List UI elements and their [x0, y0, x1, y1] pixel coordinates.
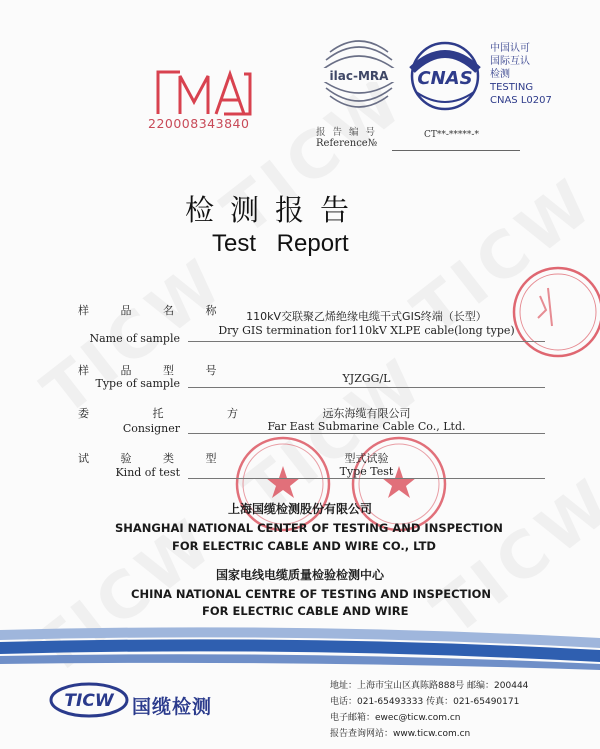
sample-name-label-en: Name of sample: [89, 332, 180, 345]
cnas-en-line: CNAS L0207: [490, 95, 552, 106]
reference-underline: [392, 150, 520, 151]
sample-type-underline: [188, 387, 545, 388]
title-en: Test Report: [212, 230, 349, 257]
centre-name-en: CHINA NATIONAL CENTRE OF TESTING AND INSPECTION: [131, 587, 492, 601]
cma-label: MA: [150, 58, 152, 59]
sample-name-label-cn: 样 品 名 称: [78, 304, 231, 317]
test-kind-label-cn: 试 验 类 型: [78, 452, 231, 465]
consigner-value-cn: 远东海缆有限公司: [322, 407, 411, 420]
reference-label-en: Reference№: [316, 138, 378, 149]
test-kind-underline: [188, 478, 545, 479]
test-kind-value-cn: 型式试验: [344, 452, 389, 465]
title-cn: 检测报告: [185, 193, 366, 227]
reference-value: CT**-*****-*: [424, 130, 479, 140]
sample-name-value-en: Dry GIS termination for110kV XLPE cable(long type): [218, 324, 515, 337]
company-name-cn: 上海国缆检测股份有限公司: [227, 502, 372, 516]
cnas-en-line: TESTING: [490, 82, 534, 93]
consigner-label-en: Consigner: [122, 422, 180, 435]
sample-type-value: YJZGG/L: [342, 372, 391, 385]
footer-phone: 电话：021-65493333 传真：021-65490171: [330, 697, 520, 707]
company-seal-icon: [226, 432, 340, 534]
logo-name-cn: 国缆检测: [132, 696, 213, 718]
ilac-mra-logo-icon: [316, 38, 402, 110]
centre-name-cn: 国家电线电缆质量检验检测中心: [215, 568, 384, 582]
footer-email: 电子邮箱：ewec@ticw.com.cn: [330, 713, 461, 723]
cma-number: 220008343840: [148, 116, 250, 131]
reference-label-cn: 报 告 编 号: [316, 127, 378, 138]
company-name-en: FOR ELECTRIC CABLE AND WIRE CO., LTD: [172, 539, 436, 553]
consigner-value-en: Far East Submarine Cable Co., Ltd.: [267, 420, 466, 433]
sample-name-underline: [188, 341, 545, 342]
ticw-logo-text: TICW: [64, 691, 114, 711]
cnas-cn-line: 检测: [490, 69, 510, 80]
centre-name-en: FOR ELECTRIC CABLE AND WIRE: [202, 604, 409, 618]
cnas-label: CNAS: [417, 68, 473, 89]
footer-address: 地址：上海市宝山区真陈路888号 邮编：200444: [330, 681, 529, 691]
cnas-cn-line: 中国认可: [490, 43, 530, 54]
test-kind-value-en: Type Test: [339, 465, 394, 478]
ticw-logo-icon: [48, 680, 130, 720]
footer-stripe-decoration: [0, 618, 600, 678]
sample-type-label-cn: 样 品 型 号: [78, 364, 231, 377]
cnas-text-block: [490, 42, 552, 107]
consigner-label-cn: 委 托 方: [78, 407, 268, 420]
ilac-label: ilac-MRA: [329, 69, 389, 83]
test-kind-label-en: Kind of test: [115, 466, 180, 479]
centre-seal-icon: [342, 432, 456, 534]
sample-name-value-cn: 110kV交联聚乙烯绝缘电缆干式GIS终端（长型）: [246, 310, 487, 323]
cnas-cn-line: 国际互认: [490, 56, 530, 67]
cnas-logo-icon: [404, 40, 486, 112]
footer-website: 报告查询网站：www.ticw.com.cn: [330, 729, 471, 739]
sample-type-label-en: Type of sample: [95, 377, 180, 390]
company-name-en: SHANGHAI NATIONAL CENTER OF TESTING AND INSPECTION: [115, 521, 503, 535]
